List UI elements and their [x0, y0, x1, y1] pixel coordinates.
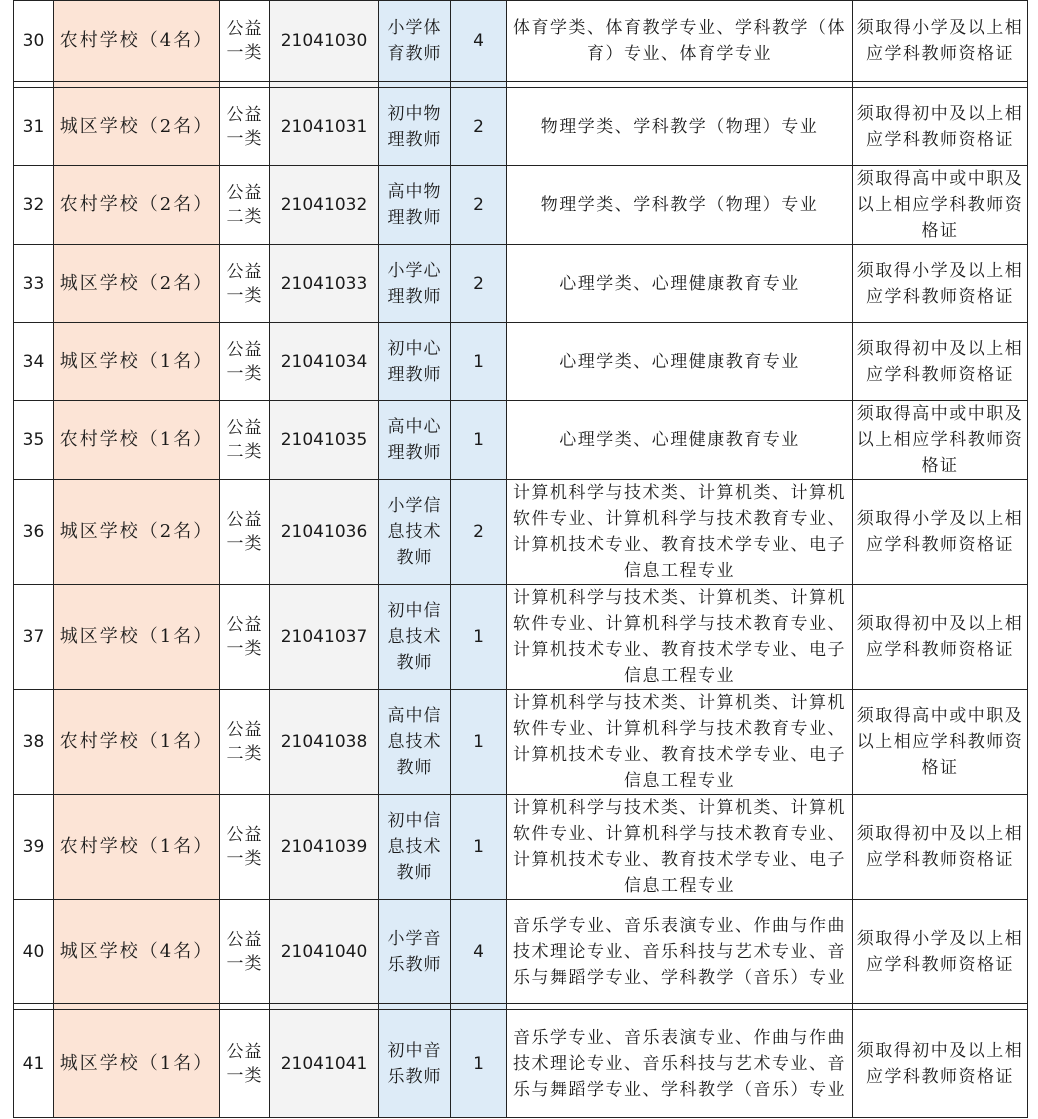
major-requirement: 计算机科学与技术类、计算机类、计算机软件专业、计算机科学与技术教育专业、计算机技术专业、教育技术学专业、电子信息工程专业: [507, 795, 853, 900]
post-code: 21041037: [270, 585, 379, 690]
post-name: 高中物理教师: [379, 166, 451, 245]
qualification-requirement: 须取得高中或中职及以上相应学科教师资格证: [853, 166, 1028, 245]
unit-category: 公益一类: [220, 1010, 270, 1118]
school-type: 城区学校（1名）: [54, 1010, 220, 1118]
row-number: 30: [14, 1, 54, 82]
hiring-count: 1: [451, 1010, 507, 1118]
post-code: 21041031: [270, 88, 379, 166]
school-type: 城区学校（1名）: [54, 323, 220, 401]
hiring-count: 2: [451, 245, 507, 323]
major-requirement: 计算机科学与技术类、计算机类、计算机软件专业、计算机科学与技术教育专业、计算机技术专业、教育技术学专业、电子信息工程专业: [507, 690, 853, 795]
hiring-count: 1: [451, 585, 507, 690]
major-requirement: 心理学类、心理健康教育专业: [507, 245, 853, 323]
qualification-requirement: 须取得小学及以上相应学科教师资格证: [853, 245, 1028, 323]
post-name: 初中物理教师: [379, 88, 451, 166]
unit-category: 公益一类: [220, 245, 270, 323]
row-number: 39: [14, 795, 54, 900]
major-requirement: 体育学类、体育教学专业、学科教学（体育）专业、体育学专业: [507, 1, 853, 82]
row-number: 36: [14, 480, 54, 585]
qualification-requirement: 须取得小学及以上相应学科教师资格证: [853, 480, 1028, 585]
post-name: 初中音乐教师: [379, 1010, 451, 1118]
school-type: 城区学校（2名）: [54, 88, 220, 166]
school-type: 农村学校（1名）: [54, 795, 220, 900]
post-name: 小学信息技术教师: [379, 480, 451, 585]
row-number: 34: [14, 323, 54, 401]
table-row: [14, 323, 1028, 401]
table-row: [14, 585, 1028, 690]
unit-category: 公益二类: [220, 166, 270, 245]
school-type: 城区学校（1名）: [54, 585, 220, 690]
major-requirement: 心理学类、心理健康教育专业: [507, 401, 853, 480]
post-name: 小学体育教师: [379, 1, 451, 82]
major-requirement: 音乐学专业、音乐表演专业、作曲与作曲技术理论专业、音乐科技与艺术专业、音乐与舞蹈学专业、学科教学（音乐）专业: [507, 1010, 853, 1118]
unit-category: 公益一类: [220, 323, 270, 401]
post-code: 21041038: [270, 690, 379, 795]
unit-category: 公益一类: [220, 795, 270, 900]
school-type: 农村学校（1名）: [54, 690, 220, 795]
qualification-requirement: 须取得初中及以上相应学科教师资格证: [853, 323, 1028, 401]
row-number: 40: [14, 900, 54, 1004]
major-requirement: 计算机科学与技术类、计算机类、计算机软件专业、计算机科学与技术教育专业、计算机技术专业、教育技术学专业、电子信息工程专业: [507, 480, 853, 585]
school-type: 农村学校（4名）: [54, 1, 220, 82]
row-number: 41: [14, 1010, 54, 1118]
post-code: 21041040: [270, 900, 379, 1004]
school-type: 城区学校（2名）: [54, 245, 220, 323]
post-name: 初中心理教师: [379, 323, 451, 401]
post-code: 21041035: [270, 401, 379, 480]
post-code: 21041041: [270, 1010, 379, 1118]
qualification-requirement: 须取得初中及以上相应学科教师资格证: [853, 585, 1028, 690]
qualification-requirement: 须取得高中或中职及以上相应学科教师资格证: [853, 401, 1028, 480]
post-code: 21041030: [270, 1, 379, 82]
row-number: 32: [14, 166, 54, 245]
post-code: 21041033: [270, 245, 379, 323]
unit-category: 公益一类: [220, 480, 270, 585]
table-row: [14, 480, 1028, 585]
table-row: [14, 690, 1028, 795]
qualification-requirement: 须取得小学及以上相应学科教师资格证: [853, 1, 1028, 82]
hiring-count: 1: [451, 323, 507, 401]
post-name: 高中心理教师: [379, 401, 451, 480]
major-requirement: 音乐学专业、音乐表演专业、作曲与作曲技术理论专业、音乐科技与艺术专业、音乐与舞蹈学专业、学科教学（音乐）专业: [507, 900, 853, 1004]
unit-category: 公益一类: [220, 585, 270, 690]
hiring-count: 4: [451, 900, 507, 1004]
post-name: 小学心理教师: [379, 245, 451, 323]
unit-category: 公益二类: [220, 690, 270, 795]
major-requirement: 物理学类、学科教学（物理）专业: [507, 166, 853, 245]
table-body: [14, 1, 1028, 1118]
major-requirement: 计算机科学与技术类、计算机类、计算机软件专业、计算机科学与技术教育专业、计算机技术专业、教育技术学专业、电子信息工程专业: [507, 585, 853, 690]
row-number: 38: [14, 690, 54, 795]
qualification-requirement: 须取得初中及以上相应学科教师资格证: [853, 1010, 1028, 1118]
table-row: [14, 401, 1028, 480]
hiring-count: 2: [451, 166, 507, 245]
school-type: 城区学校（2名）: [54, 480, 220, 585]
unit-category: 公益一类: [220, 88, 270, 166]
table-row: [14, 245, 1028, 323]
table-row: [14, 166, 1028, 245]
qualification-requirement: 须取得高中或中职及以上相应学科教师资格证: [853, 690, 1028, 795]
qualification-requirement: 须取得小学及以上相应学科教师资格证: [853, 900, 1028, 1004]
row-number: 35: [14, 401, 54, 480]
unit-category: 公益一类: [220, 900, 270, 1004]
post-name: 初中信息技术教师: [379, 585, 451, 690]
post-code: 21041034: [270, 323, 379, 401]
hiring-count: 1: [451, 401, 507, 480]
post-code: 21041036: [270, 480, 379, 585]
unit-category: 公益二类: [220, 401, 270, 480]
school-type: 农村学校（1名）: [54, 401, 220, 480]
post-code: 21041032: [270, 166, 379, 245]
post-name: 高中信息技术教师: [379, 690, 451, 795]
recruitment-table: [13, 0, 1028, 1118]
table-row: [14, 795, 1028, 900]
qualification-requirement: 须取得初中及以上相应学科教师资格证: [853, 88, 1028, 166]
table-row: [14, 88, 1028, 166]
hiring-count: 1: [451, 795, 507, 900]
row-number: 33: [14, 245, 54, 323]
major-requirement: 心理学类、心理健康教育专业: [507, 323, 853, 401]
major-requirement: 物理学类、学科教学（物理）专业: [507, 88, 853, 166]
post-name: 初中信息技术教师: [379, 795, 451, 900]
row-number: 37: [14, 585, 54, 690]
qualification-requirement: 须取得初中及以上相应学科教师资格证: [853, 795, 1028, 900]
hiring-count: 2: [451, 480, 507, 585]
table-row: [14, 1010, 1028, 1118]
hiring-count: 1: [451, 690, 507, 795]
school-type: 农村学校（2名）: [54, 166, 220, 245]
post-code: 21041039: [270, 795, 379, 900]
school-type: 城区学校（4名）: [54, 900, 220, 1004]
table-row: [14, 900, 1028, 1004]
row-number: 31: [14, 88, 54, 166]
hiring-count: 4: [451, 1, 507, 82]
unit-category: 公益一类: [220, 1, 270, 82]
hiring-count: 2: [451, 88, 507, 166]
post-name: 小学音乐教师: [379, 900, 451, 1004]
table-row: [14, 1, 1028, 82]
